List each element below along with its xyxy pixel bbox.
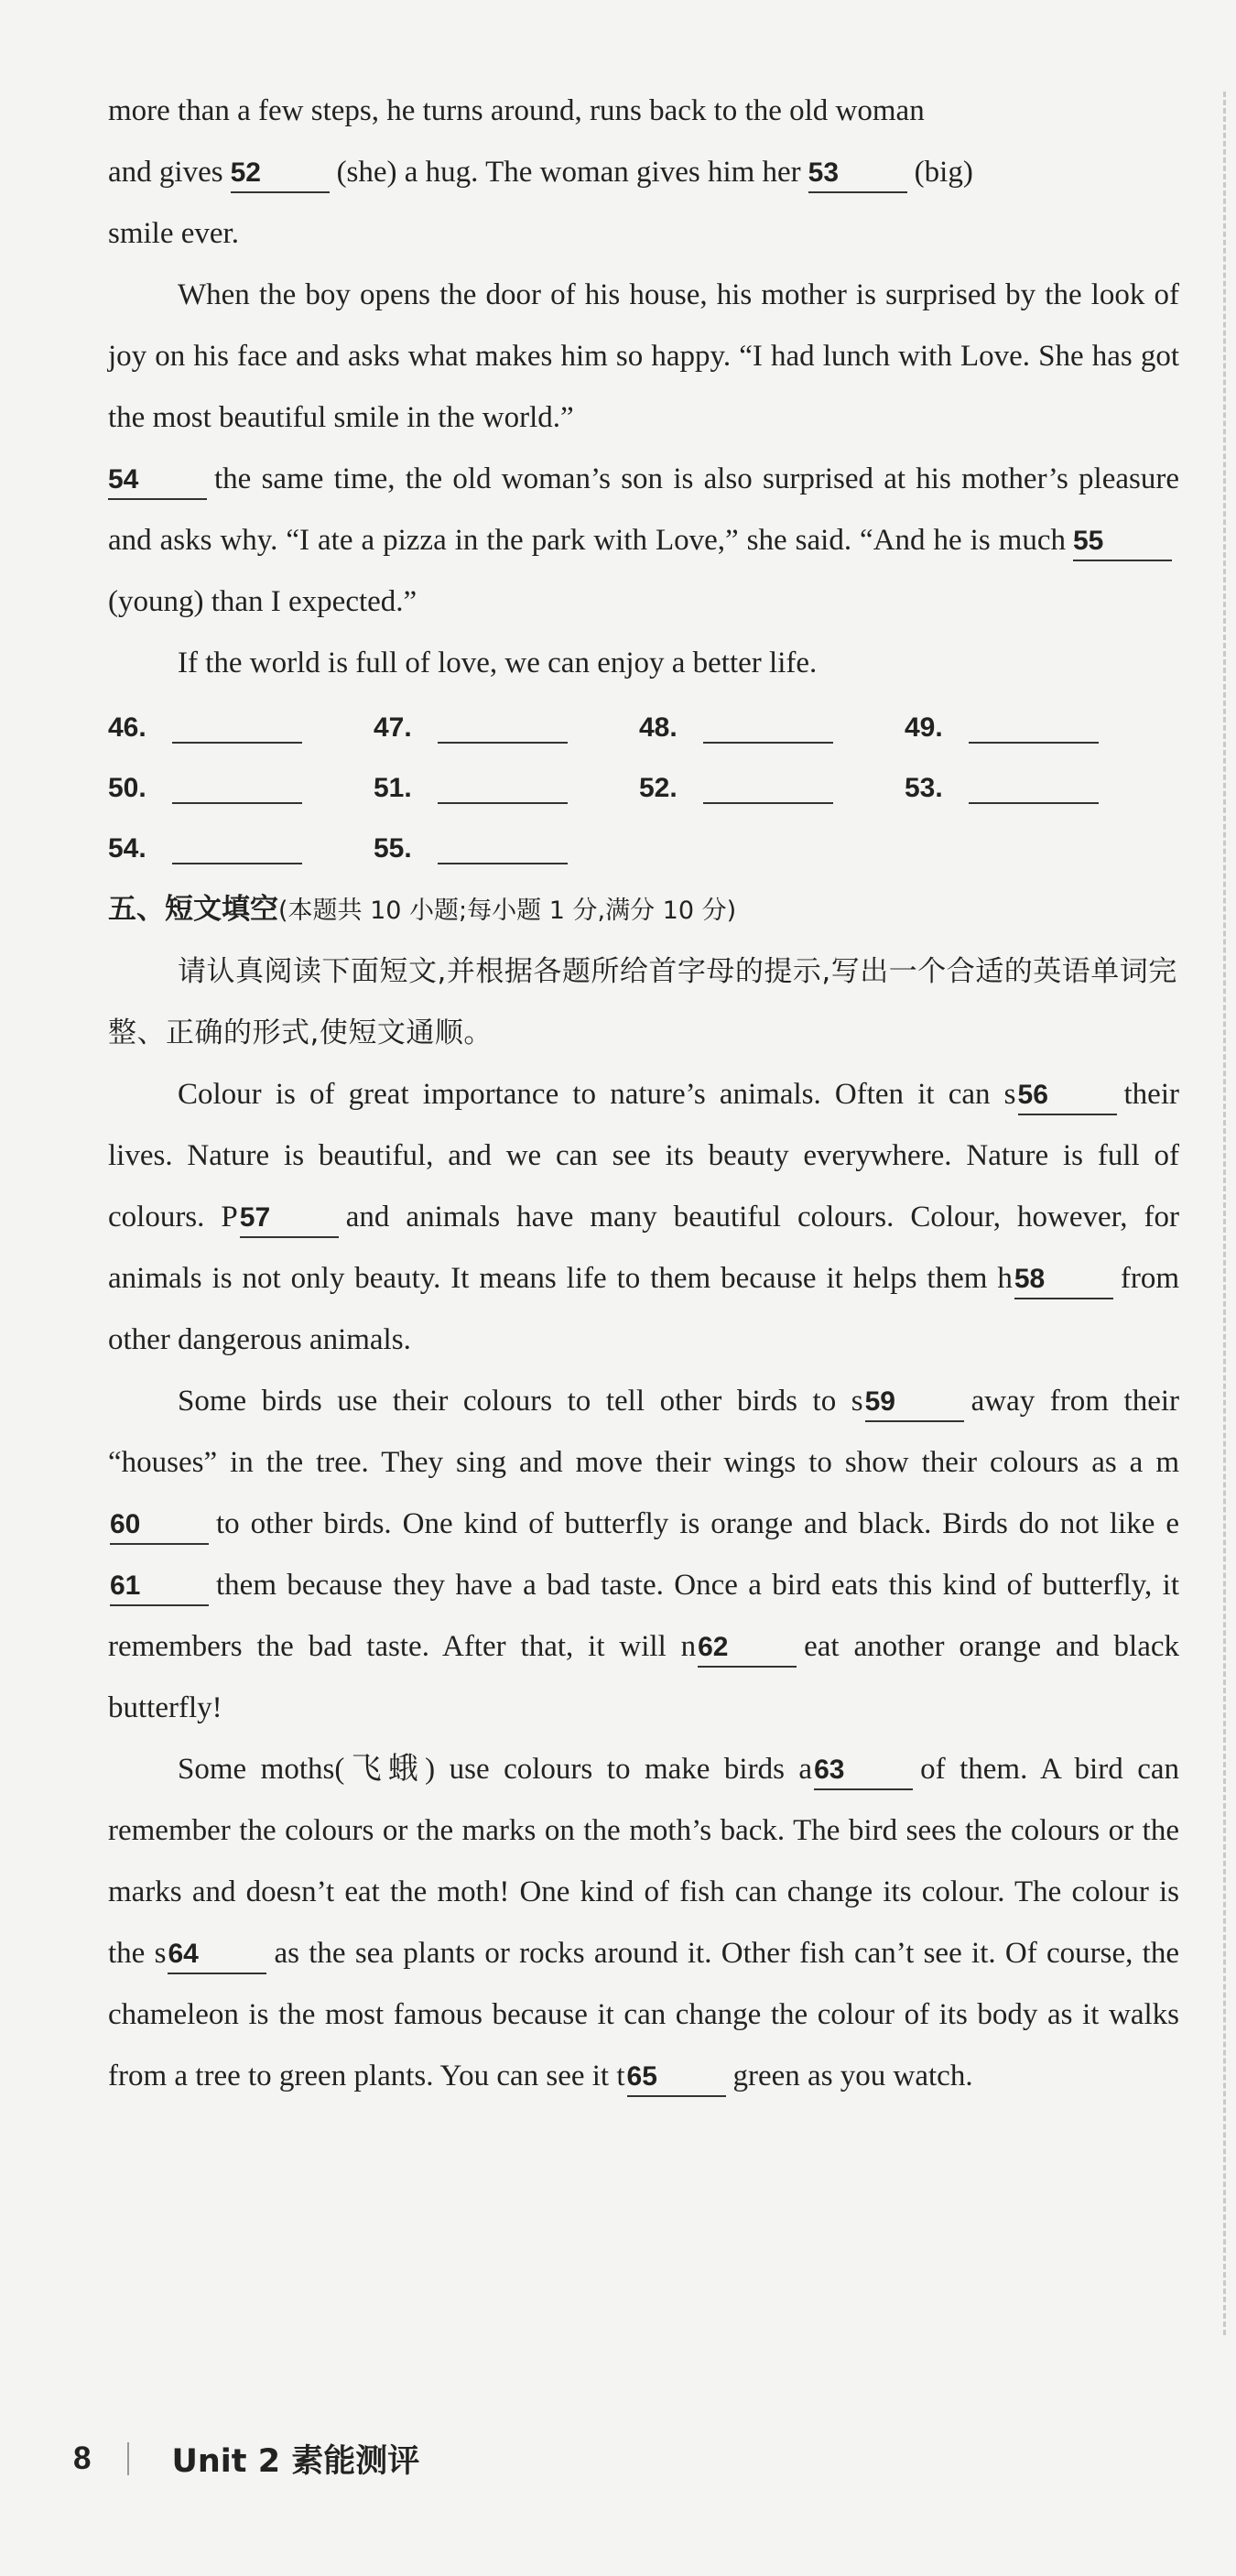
passage2-para1: Colour is of great importance to nature’s animals. Often it can s56 their lives. Nature is beautiful, and we can see its beauty everywhere. Nature is full of colours. P57 and animals have many beautiful colours. Colour, however, for animals is not only beauty. It means life to them because it helps them h58 from other dangerous animals.: [108, 1078, 1180, 1356]
page-footer: [73, 2436, 419, 2482]
blank-58[interactable]: 58: [1014, 1261, 1113, 1299]
blank-61[interactable]: 61: [110, 1568, 209, 1606]
answer-row: [108, 698, 1179, 758]
blank-57[interactable]: 57: [240, 1200, 339, 1238]
blank-60[interactable]: 60: [110, 1506, 209, 1545]
blank-56[interactable]: 56: [1018, 1077, 1117, 1115]
passage1-para3: 54 the same time, the old woman’s son is also surprised at his mother’s pleasure and asks why. “I ate a pizza in the park with Love,” she said. “And he is much 55(young) than I expected.”: [108, 462, 1179, 618]
answer-row: [108, 758, 1179, 819]
answer-row: [108, 819, 1179, 879]
answer-cell: 49.: [905, 712, 1170, 744]
answer-line-53[interactable]: [969, 777, 1099, 804]
blank-54[interactable]: 54: [108, 462, 207, 500]
section5-note: (本题共 10 小题;每小题 1 分,满分 10 分): [278, 897, 737, 925]
answer-grid: [108, 698, 1179, 879]
answer-line-54[interactable]: [172, 837, 302, 864]
answer-line-47[interactable]: [438, 716, 568, 744]
passage2-para3: Some moths(飞蛾) use colours to make birds a63 of them. A bird can remember the colours or the marks on the moth’s back. The bird sees the colours or the marks and doesn’t eat the moth! One kind of fish can change its colour. The colour is the s64 as the sea plants or rocks around it. Other fish can’t see it. Of course, the chameleon is the most famous because it can change the colour of its body as it walks from a tree to green plants. You can see it t65 green as you watch.: [108, 1739, 1179, 2107]
answer-cell: 53.: [905, 773, 1170, 804]
section5-title: 五、短文填空(本题共 10 小题;每小题 1 分,满分 10 分): [108, 893, 737, 926]
blank-63[interactable]: 63: [814, 1752, 913, 1790]
answer-cell: 46.: [108, 712, 374, 744]
answer-cell: 54.: [108, 833, 374, 864]
blank-53[interactable]: 53: [808, 155, 907, 193]
section5-instruction: 请认真阅读下面短文,并根据各题所给首字母的提示,写出一个合适的英语单词完整、正确的形式,使短文通顺。: [108, 955, 1177, 1049]
blank-62[interactable]: 62: [698, 1629, 797, 1668]
passage2-para2: Some birds use their colours to tell other birds to s59 away from their “houses” in the tree. They sing and move their wings to show their colours as a m60 to other birds. One kind of butterfly is orange and black. Birds do not like e61 them because they have a bad taste. Once a bird eats this kind of butterfly, it remembers the bad taste. After that, it will n62 eat another orange and black butterfly!: [108, 1385, 1179, 1724]
fold-line: [1223, 92, 1226, 2335]
content: [108, 81, 1179, 2107]
answer-line-51[interactable]: [438, 777, 568, 804]
answer-cell: 55.: [374, 833, 639, 864]
blank-65[interactable]: 65: [627, 2059, 726, 2097]
answer-cell: 48.: [639, 712, 905, 744]
page-number: 8: [73, 2440, 92, 2476]
unit-label: Unit 2 素能测评: [171, 2443, 420, 2480]
blank-59[interactable]: 59: [865, 1384, 964, 1422]
answer-line-49[interactable]: [969, 716, 1099, 744]
answer-cell: 52.: [639, 773, 905, 804]
passage1-line3: smile ever.: [108, 217, 239, 250]
answer-line-48[interactable]: [703, 716, 833, 744]
answer-line-46[interactable]: [172, 716, 302, 744]
blank-52[interactable]: 52: [231, 155, 330, 193]
answer-cell: 50.: [108, 773, 374, 804]
answer-line-50[interactable]: [172, 777, 302, 804]
passage1-para2: When the boy opens the door of his house, his mother is surprised by the look of joy on his face and asks what makes him so happy. “I had lunch with Love. She has got the most beautiful smile in the world.”: [108, 278, 1179, 434]
blank-64[interactable]: 64: [168, 1936, 266, 1974]
answer-line-52[interactable]: [703, 777, 833, 804]
answer-cell: 47.: [374, 712, 639, 744]
passage1-line2: and gives 52 (she) a hug. The woman gives him her 53 (big): [108, 142, 1179, 203]
passage1-line1: more than a few steps, he turns around, runs back to the old woman: [108, 94, 925, 127]
passage1-para4: If the world is full of love, we can enjoy a better life.: [178, 647, 818, 679]
footer-divider: [127, 2442, 129, 2475]
answer-cell: 51.: [374, 773, 639, 804]
answer-line-55[interactable]: [438, 837, 568, 864]
blank-55[interactable]: 55: [1073, 523, 1172, 561]
